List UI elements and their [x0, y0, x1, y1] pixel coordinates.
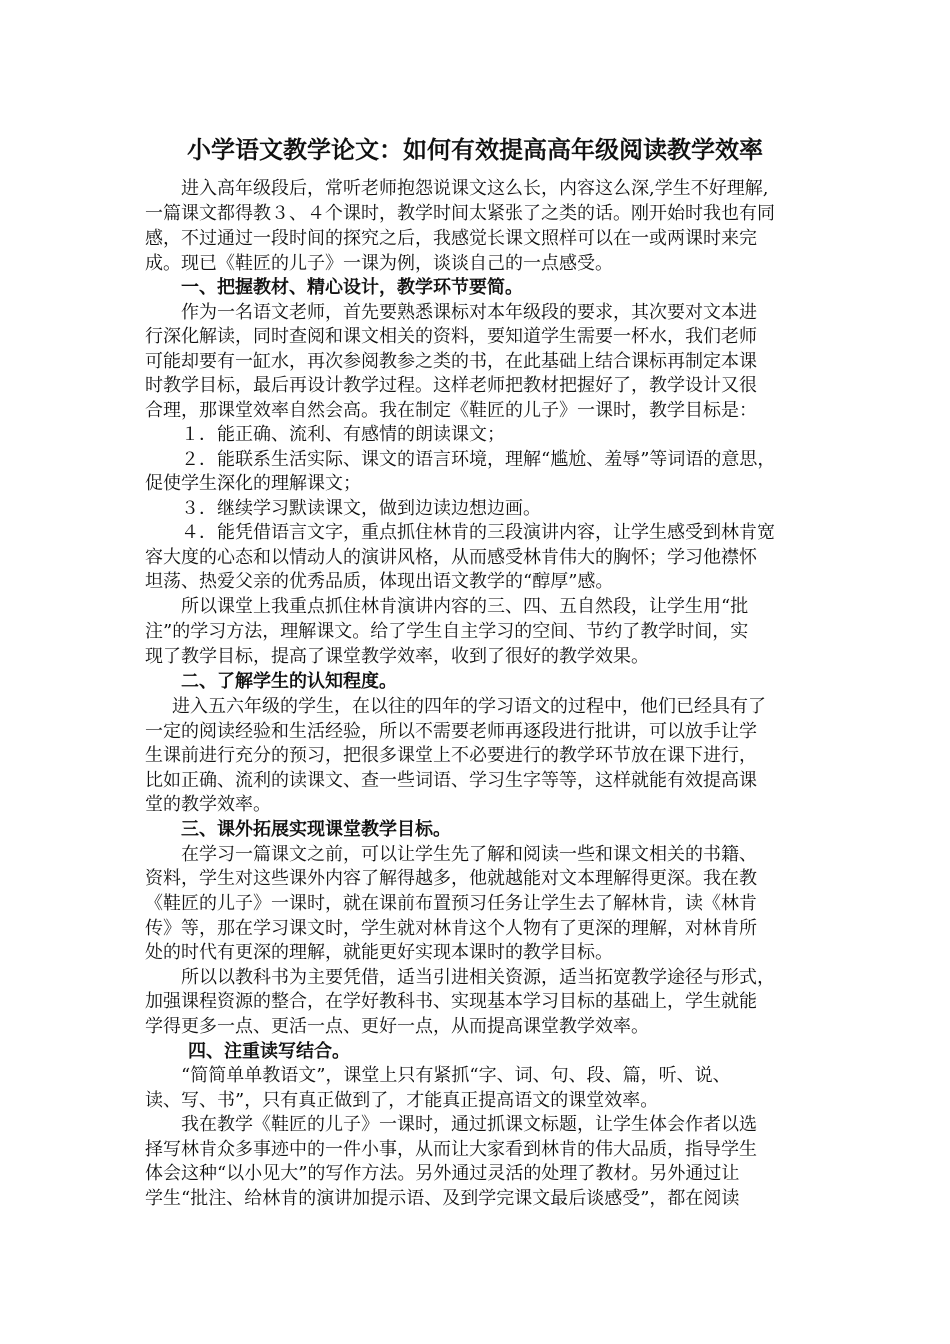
body-line: 在学习一篇课文之前，可以让学生先了解和阅读一些和课文相关的书籍、: [181, 844, 757, 865]
body-line: 处的时代有更深的理解，就能更好实现本课时的教学目标。: [145, 942, 613, 963]
body-line: 坦荡、热爱父亲的优秀品质，体现出语文教学的“醇厚”感。: [145, 571, 614, 592]
body-line: 时教学目标，最后再设计教学过程。这样老师把教材把握好了，教学设计又很: [145, 375, 757, 396]
body-line: 体会这种“以小见大”的写作方法。另外通过灵活的处理了教材。另外通过让: [145, 1163, 740, 1184]
list-item: ３．继续学习默读课文，做到边读边想边画。: [181, 498, 541, 519]
body-line: 学生“批注、给林肯的演讲加提示语、及到学完课文最后谈感受”，都在阅读: [145, 1188, 740, 1209]
body-line: 所以以教科书为主要凭借，适当引进相关资源，适当拓宽教学途径与形式，: [181, 967, 775, 988]
body-line: 资料，学生对这些课外内容了解得越多，他就越能对文本理解得更深。我在教: [145, 868, 757, 889]
body-line: 《鞋匠的儿子》一课时，就在课前布置预习任务让学生去了解林肯，读《林肯: [145, 893, 757, 914]
body-line: 促使学生深化的理解课文；: [145, 473, 361, 494]
body-line: “简简单单教语文”，课堂上只有紧抓“字、词、句、段、篇，听、说、: [181, 1065, 731, 1086]
body-line: 学得更多一点、更活一点、更好一点，从而提高课堂教学效率。: [145, 1016, 649, 1037]
body-line: 一篇课文都得教３、４个课时，教学时间太紧张了之类的话。刚开始时我也有同: [145, 203, 775, 224]
section-heading: 四、注重读写结合。: [188, 1041, 350, 1062]
list-item: ４．能凭借语言文字，重点抓住林肯的三段演讲内容，让学生感受到林肯宽: [181, 522, 775, 543]
body-line: 读、写、书”，只有真正做到了，才能真正提高语文的课堂效率。: [145, 1090, 659, 1111]
body-line: 行深化解读，同时查阅和课文相关的资料，要知道学生需要一杯水，我们老师: [145, 326, 757, 347]
section-heading: 一、把握教材、精心设计，教学环节要简。: [181, 277, 523, 298]
body-line: 进入五六年级的学生，在以往的四年的学习语文的过程中，他们已经具有了: [172, 696, 766, 717]
body-line: 感，不过通过一段时间的探究之后，我感觉长课文照样可以在一或两课时来完: [145, 228, 757, 249]
body-line: 作为一名语文老师，首先要熟悉课标对本年级段的要求，其次要对文本进: [181, 302, 757, 323]
body-line: 容大度的心态和以情动人的演讲风格，从而感受林肯伟大的胸怀；学习他襟怀: [145, 547, 757, 568]
section-heading: 二、了解学生的认知程度。: [181, 671, 397, 692]
body-line: 我在教学《鞋匠的儿子》一课时，通过抓课文标题，让学生体会作者以选: [181, 1114, 757, 1135]
section-heading: 三、课外拓展实现课堂教学目标。: [181, 819, 451, 840]
body-line: 可能却要有一缸水，再次参阅教参之类的书，在此基础上结合课标再制定本课: [145, 351, 757, 372]
body-line: 择写林肯众多事迹中的一件小事，从而让大家看到林肯的伟大品质，指导学生: [145, 1139, 757, 1160]
body-line: 现了教学目标，提高了课堂教学效率，收到了很好的教学效果。: [145, 646, 649, 667]
body-line: 比如正确、流利的读课文、查一些词语、学习生字等等，这样就能有效提高课: [145, 770, 757, 791]
body-line: 生课前进行充分的预习，把很多课堂上不必要进行的教学环节放在课下进行，: [145, 745, 757, 766]
body-line: 合理，那课堂效率自然会高。我在制定《鞋匠的儿子》一课时，教学目标是：: [145, 400, 757, 421]
body-line: 加强课程资源的整合，在学好教科书、实现基本学习目标的基础上，学生就能: [145, 991, 757, 1012]
document-title: 小学语文教学论文：如何有效提高高年级阅读教学效率: [187, 135, 763, 164]
body-line: 注”的学习方法，理解课文。给了学生自主学习的空间、节约了教学时间，实: [145, 621, 749, 642]
body-line: 所以课堂上我重点抓住林肯演讲内容的三、四、五自然段，让学生用“批: [181, 596, 749, 617]
body-line: 传》等，那在学习课文时，学生就对林肯这个人物有了更深的理解，对林肯所: [145, 918, 757, 939]
body-line: 成。现已《鞋匠的儿子》一课为例，谈谈自己的一点感受。: [145, 253, 613, 274]
body-line: 一定的阅读经验和生活经验，所以不需要老师再逐段进行批讲，可以放手让学: [145, 721, 757, 742]
body-line: 进入高年级段后，常听老师抱怨说课文这么长，内容这么深,学生不好理解,: [181, 178, 769, 199]
body-line: 堂的教学效率。: [145, 794, 271, 815]
list-item: １．能正确、流利、有感情的朗读课文；: [181, 424, 505, 445]
list-item: ２．能联系生活实际、课文的语言环境，理解“尴尬、羞辱”等词语的意思，: [181, 449, 776, 470]
